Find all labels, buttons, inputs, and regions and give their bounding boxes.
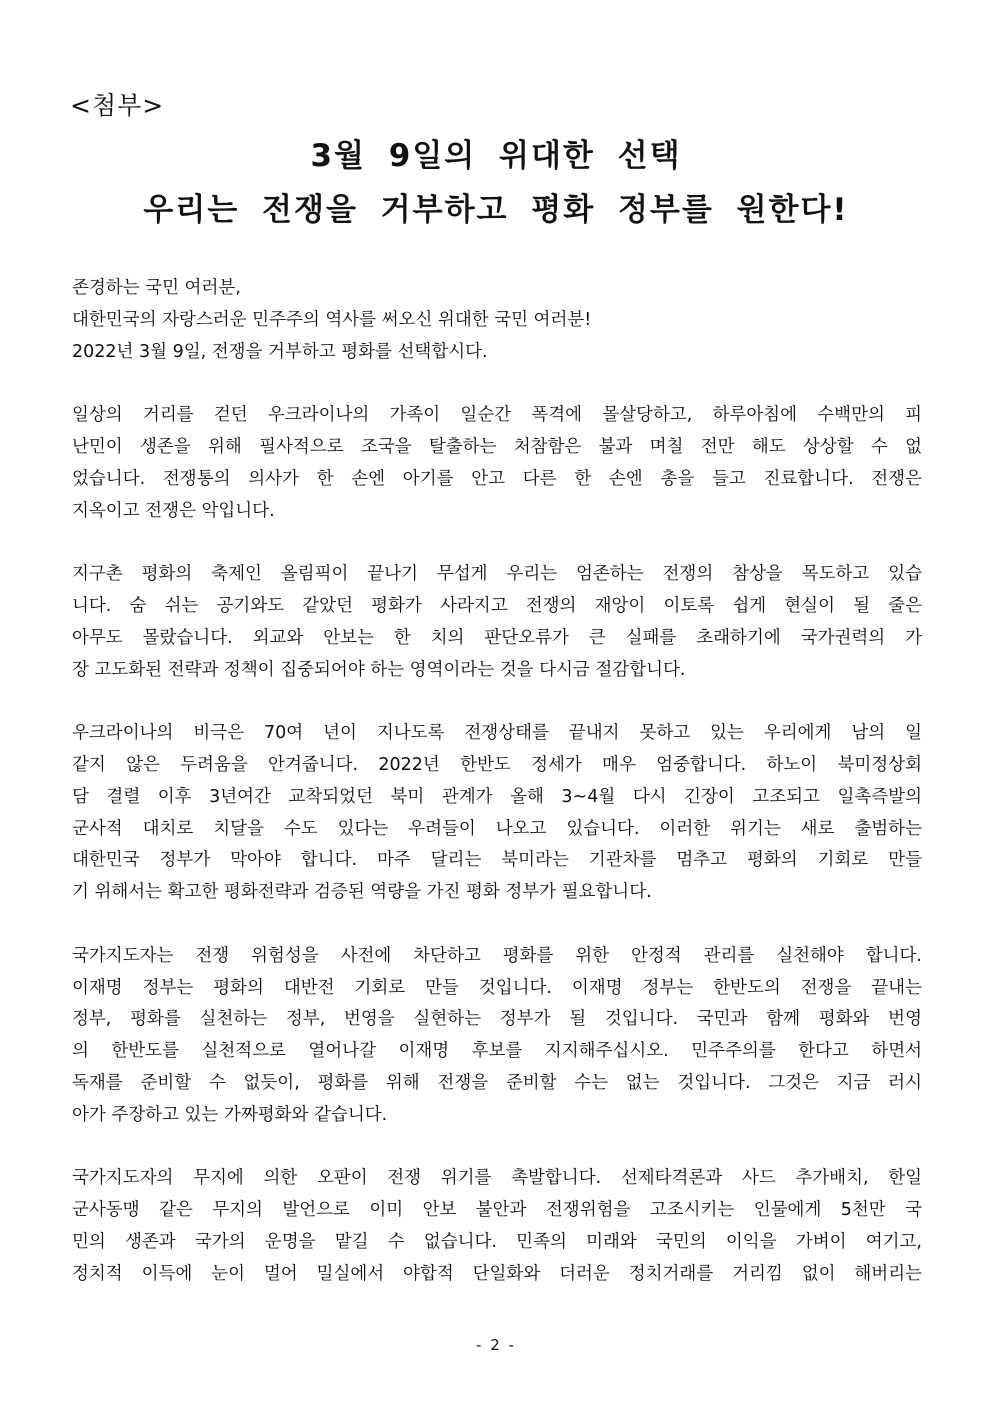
paragraph-national-leader [72, 941, 922, 1132]
paragraph-line: 대한민국 정부가 막아야 합니다. 마주 달리는 북미라는 기관차를 멈추고 평화의 기회로 만들 [72, 850, 922, 871]
paragraph-line: 군사적 대치로 치달을 수도 있다는 우려들이 나오고 있습니다. 이러한 위기는 새로 출범하는 [72, 818, 922, 839]
paragraph-line: 정치적 이득에 눈이 멀어 밀실에서 야합적 단일화와 더러운 정치거래를 거리낌 없이 해버리는 [72, 1263, 922, 1284]
paragraph-olympics [72, 559, 922, 686]
body-text [72, 273, 922, 1322]
paragraph-line: 아무도 몰랐습니다. 외교와 안보는 한 치의 판단오류가 큰 실패를 초래하기에 국가권력의 가 [72, 627, 922, 648]
paragraph-line: 의 한반도를 실천적으로 열어나갈 이재명 후보를 지지해주십시오. 민주주의를 한다고 하면서 [72, 1041, 922, 1062]
paragraph-line: 아가 주장하고 있는 가짜평화와 같습니다. [72, 1104, 388, 1125]
paragraph-line: 군사동맹 같은 무지의 발언으로 이미 안보 불안과 전쟁위험을 고조시키는 인물에게 5천만 국 [72, 1200, 922, 1221]
paragraph-line: 난민이 생존을 위해 필사적으로 조국을 탈출하는 처참함은 불과 며칠 전만 해도 상상할 수 없 [72, 436, 922, 457]
paragraph-line: 민의 생존과 국가의 운명을 맡길 수 없습니다. 민족의 미래와 국민의 이익을 가벼이 여기고, [72, 1231, 922, 1252]
paragraph-line: 국가지도자는 전쟁 위험성을 사전에 차단하고 평화를 위한 안정적 관리를 실천해야 합니다. [72, 945, 922, 966]
paragraph-line: 장 고도화된 전략과 정책이 집중되어야 하는 영역이라는 것을 다시금 절감합니다. [72, 659, 686, 680]
paragraph-line: 국가지도자의 무지에 의한 오판이 전쟁 위기를 촉발합니다. 선제타격론과 사드 추가배치, 한일 [72, 1168, 922, 1189]
paragraph-greeting [72, 273, 922, 368]
paragraph-misjudgment [72, 1163, 922, 1290]
title-line-1: 3월 9일의 위대한 선택 [310, 138, 682, 174]
page-number: - 2 - [476, 1336, 516, 1354]
paragraph-line: 지옥이고 전쟁은 악입니다. [72, 500, 275, 521]
paragraph-line: 존경하는 국민 여러분, [72, 278, 241, 298]
paragraph-line: 지구촌 평화의 축제인 올림픽이 끝나기 무섭게 우리는 엄존하는 전쟁의 참상을 목도하고 있습 [72, 564, 922, 585]
paragraph-line: 우크라이나의 비극은 70여 년이 지나도록 전쟁상태를 끝내지 못하고 있는 우리에게 남의 일 [72, 723, 922, 744]
paragraph-line: 니다. 숨 쉬는 공기와도 같았던 평화가 사라지고 전쟁의 재앙이 이토록 쉽게 현실이 될 줄은 [72, 595, 922, 616]
paragraph-line: 같지 않은 두려움을 안겨줍니다. 2022년 한반도 정세가 매우 엄중합니다. 하노이 북미정상회 [72, 754, 922, 775]
paragraph-line: 었습니다. 전쟁통의 의사가 한 손엔 아기를 안고 다른 한 손엔 총을 들고 진료합니다. 전쟁은 [72, 468, 922, 489]
paragraph-line: 대한민국의 자랑스러운 민주주의 역사를 써오신 위대한 국민 여러분! [72, 309, 592, 330]
paragraph-line: 독재를 준비할 수 없듯이, 평화를 위해 전쟁을 준비할 수는 없는 것입니다. 그것은 지금 러시 [72, 1072, 922, 1093]
paragraph-ukraine-tragedy [72, 400, 922, 527]
paragraph-line: 담 결렬 이후 3년여간 교착되었던 북미 관계가 올해 3~4월 다시 긴장이 고조되고 일촉즉발의 [72, 786, 922, 807]
paragraph-line: 2022년 3월 9일, 전쟁을 거부하고 평화를 선택합시다. [72, 341, 488, 362]
paragraph-line: 정부, 평화를 실천하는 정부, 번영을 실현하는 정부가 될 것입니다. 국민과 함께 평화와 번영 [72, 1009, 922, 1030]
attachment-label: <첨부> [70, 91, 165, 120]
paragraph-korean-peninsula [72, 718, 922, 909]
paragraph-line: 기 위해서는 확고한 평화전략과 검증된 역량을 가진 평화 정부가 필요합니다. [72, 882, 652, 903]
paragraph-line: 이재명 정부는 평화의 대반전 기회로 만들 것입니다. 이재명 정부는 한반도의 전쟁을 끝내는 [72, 977, 922, 998]
paragraph-line: 일상의 거리를 걷던 우크라이나의 가족이 일순간 폭격에 몰살당하고, 하루아침에 수백만의 피 [72, 405, 922, 426]
title-line-2: 우리는 전쟁을 거부하고 평화 정부를 원한다! [143, 192, 849, 228]
